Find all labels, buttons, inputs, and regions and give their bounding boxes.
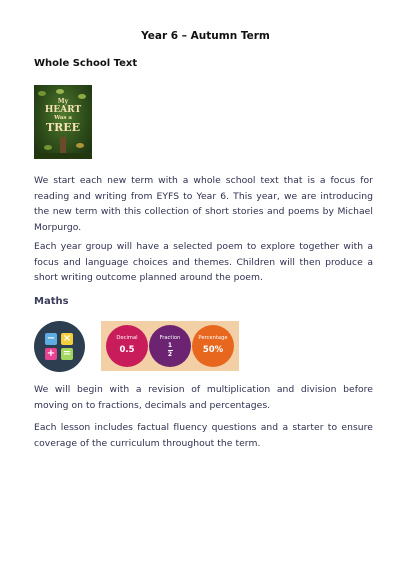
plus-key-icon: + xyxy=(46,348,56,359)
book-cover-image xyxy=(34,85,92,159)
times-key-icon: × xyxy=(62,333,72,344)
maths-paragraph-2: Each lesson includes factual fluency questions and a starter to ensure coverage of the curriculum throughout the term. xyxy=(34,422,373,449)
whole-school-heading: Whole School Text xyxy=(34,58,138,69)
decimal-value: 0.5 xyxy=(119,345,135,355)
fraction-numerator: 1 xyxy=(167,342,173,349)
minus-key-icon: − xyxy=(46,333,56,344)
maths-heading: Maths xyxy=(34,296,69,307)
percentage-circle xyxy=(192,325,234,367)
book-title-line4: TREE xyxy=(45,121,81,134)
book-title-line3: Was a xyxy=(54,115,72,121)
fdp-banner-image xyxy=(101,321,239,371)
page-title: Year 6 – Autumn Term xyxy=(141,30,270,42)
equals-key-icon: = xyxy=(62,348,72,359)
maths-paragraph-1: We will begin with a revision of multiplication and division before moving on to fractions, decimals and percentages. xyxy=(34,384,373,411)
percentage-label: Percentage xyxy=(198,335,228,341)
decimal-label: Decimal xyxy=(116,335,138,341)
book-title-line2: HEART xyxy=(44,105,82,115)
decimal-circle xyxy=(106,325,148,367)
whole-school-paragraph-1: We start each new term with a whole school text that is a focus for reading and writing from EYFS to Year 6. This year, we are introducing the new term with this collection of short stories and poems by Michael Morpurgo. xyxy=(34,175,373,233)
calculator-icon xyxy=(34,321,85,372)
percentage-value: 50% xyxy=(202,345,224,355)
whole-school-paragraph-2: Each year group will have a selected poem to explore together with a focus and language choices and themes. Children will then produce a short writing outcome planned around the poem. xyxy=(34,241,373,283)
fraction-circle xyxy=(149,325,191,367)
fraction-value xyxy=(149,343,191,358)
fraction-denominator: 2 xyxy=(167,350,173,358)
fraction-label: Fraction xyxy=(159,335,181,341)
book-title-line1: My xyxy=(57,98,69,105)
